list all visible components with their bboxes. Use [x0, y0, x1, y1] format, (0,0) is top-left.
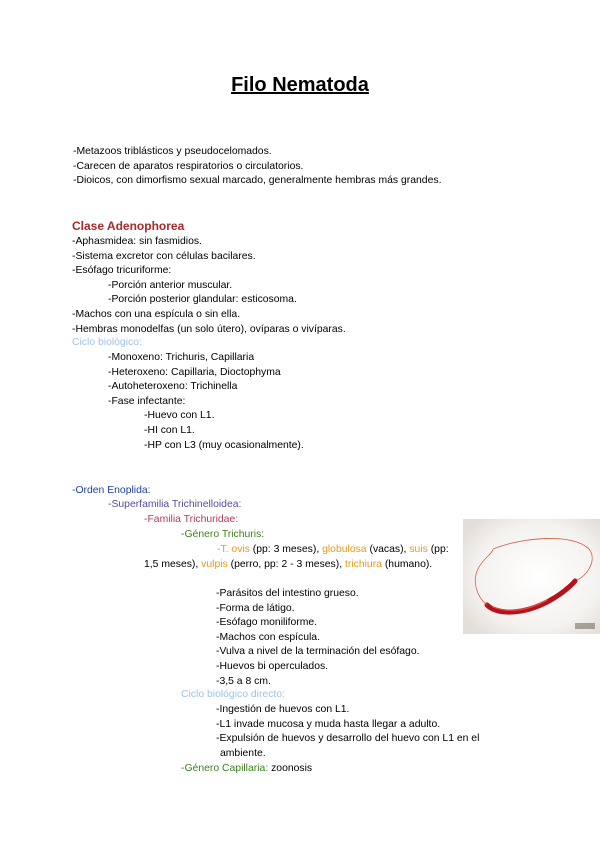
list-item: -Esófago tricuriforme: — [72, 265, 172, 277]
list-item: -Huevos bi operculados. — [216, 660, 329, 672]
species-note: (pp: 1,5 meses), — [144, 544, 449, 570]
species-paragraph — [144, 543, 455, 572]
list-item: -Vulva a nivel de la terminación del esófago. — [216, 646, 420, 658]
list-item: -Machos con una espícula o sin ella. — [72, 308, 241, 320]
species-trichiura: trichiura — [344, 558, 382, 570]
list-item: -Sistema excretor con células bacilares. — [72, 250, 256, 262]
orden-enoplida-heading: -Orden Enoplida: — [72, 485, 151, 496]
list-item: -Expulsión de huevos y desarrollo del huevo con L1 en el — [216, 733, 480, 745]
list-item: -Fase infectante: — [108, 395, 186, 407]
trichuris-features-list — [216, 587, 420, 689]
genero-capillaria-line — [181, 763, 312, 774]
intro-line: -Carecen de aparatos respiratorios o circulatorios. — [73, 160, 304, 172]
list-item: -3,5 a 8 cm. — [216, 675, 271, 687]
section-title-adenophorea: Clase Adenophorea — [72, 219, 185, 233]
page-title: Filo Nematoda — [231, 74, 369, 96]
ciclo-list — [72, 351, 304, 453]
list-item: -Porción anterior muscular. — [108, 279, 233, 291]
species-note: (pp: 3 meses), — [249, 544, 323, 555]
list-item: -Monoxeno: Trichuris, Capillaria — [108, 352, 255, 363]
list-item: -Forma de látigo. — [216, 602, 295, 614]
list-item: -L1 invade mucosa y muda hasta llegar a adulto. — [216, 718, 441, 730]
species-note: (perro, pp: 2 - 3 meses), — [227, 558, 345, 570]
ciclo-directo-list — [216, 703, 506, 761]
ciclo-biologico-heading: Ciclo biológico: — [72, 337, 142, 348]
list-item: -HI con L1. — [144, 424, 195, 436]
species-note: (vacas), — [366, 544, 410, 555]
ciclo-directo-heading: Ciclo biológico directo: — [181, 689, 285, 700]
list-item: -Esófago moniliforme. — [216, 617, 318, 629]
photo-watermark — [575, 623, 595, 629]
list-item: -Huevo con L1. — [144, 410, 215, 422]
genero-capillaria-label: -Género Capillaria: — [181, 763, 269, 774]
intro-line: -Metazoos triblásticos y pseudocelomados. — [73, 146, 272, 157]
intro-list — [73, 145, 441, 189]
species-t-ovis: -T. ovis — [217, 544, 250, 555]
list-item: -Hembras monodelfas (un solo útero), ovíparas o vivíparas. — [72, 323, 346, 335]
list-item: -HP con L3 (muy ocasionalmente). — [144, 439, 304, 451]
list-item: -Ingestión de huevos con L1. — [216, 704, 350, 715]
photo-background — [463, 519, 600, 634]
superfamilia-heading: -Superfamilia Trichinelloidea: — [108, 499, 242, 510]
list-item: -Autoheteroxeno: Trichinella — [108, 381, 238, 393]
capillaria-note: zoonosis — [268, 763, 313, 774]
list-item: -Aphasmidea: sin fasmidios. — [72, 236, 202, 247]
intro-line: -Dioicos, con dimorfismo sexual marcado, generalmente hembras más grandes. — [73, 175, 442, 187]
list-item: -Porción posterior glandular: esticosoma. — [108, 294, 297, 306]
familia-heading: -Familia Trichuridae: — [144, 514, 239, 525]
trichuris-worm-photo — [463, 519, 600, 634]
list-item: -Machos con espícula. — [216, 631, 320, 643]
list-item: -Parásitos del intestino grueso. — [216, 588, 359, 599]
species-vulpis: vulpis — [201, 558, 228, 570]
genero-trichuris-heading: -Género Trichuris: — [181, 529, 265, 540]
species-globulosa: globulosa — [322, 544, 367, 555]
list-item: ambiente. — [220, 747, 266, 759]
species-suis: suis — [409, 544, 428, 555]
list-item: -Heteroxeno: Capillaria, Dioctophyma — [108, 366, 281, 378]
species-note: (humano). — [381, 558, 433, 570]
adenophorea-list — [72, 235, 346, 337]
